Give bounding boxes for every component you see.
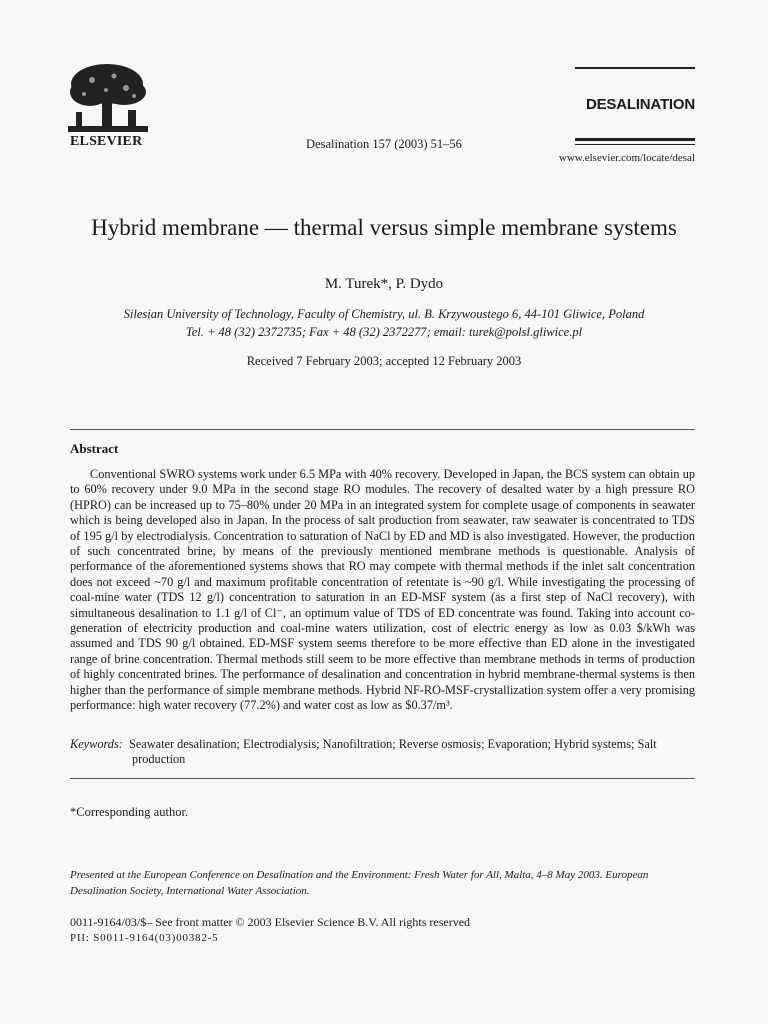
journal-citation: Desalination 157 (2003) 51–56 [306,137,462,151]
journal-rule-thick [575,138,695,141]
article-title: Hybrid membrane — thermal versus simple membrane systems [91,215,677,240]
received-dates: Received 7 February 2003; accepted 12 February 2003 [246,354,522,368]
divider-bottom [70,778,695,779]
abstract-heading: Abstract [70,441,119,456]
journal-name: DESALINATION [586,96,695,113]
copyright-line: 0011-9164/03/$– See front matter © 2003 Elsevier Science B.V. All rights reserved [70,915,471,929]
journal-url[interactable]: www.elsevier.com/locate/desal [558,152,695,164]
keywords-label: Keywords: [70,737,123,751]
journal-rule-top [575,67,695,69]
keywords-list: Seawater desalination; Electrodialysis; Nanofiltration; Reverse osmosis; Evaporation; Hybrid systems; Salt production [128,737,657,767]
publisher-name: ELSEVIER [70,134,143,149]
elsevier-tree-logo [62,62,154,134]
affiliation-contact: Tel. + 48 (32) 2372735; Fax + 48 (32) 2372277; email: turek@polsl.gliwice.pl [185,325,583,339]
keywords [70,737,695,768]
author-affiliation [0,305,768,341]
corresponding-author-note: *Corresponding author. [70,805,189,819]
affiliation-address: Silesian University of Technology, Faculty of Chemistry, ul. B. Krzywoustego 6, 44-101 Gliwice, Poland [123,307,645,321]
journal-rule-thin [575,144,695,145]
conference-note: Presented at the European Conference on Desalination and the Environment: Fresh Water for All, Malta, 4–8 May 2003. European Desalination Society, International Water Association. [70,869,649,897]
abstract-body: Conventional SWRO systems work under 6.5 MPa with 40% recovery. Developed in Japan, the BCS system can obtain up to 60% recovery under 9.0 MPa in the second stage RO modules. The recovery of desalted water by a high pressure RO (HPRO) can be increased up to 75–80% under 20 MPa in an integrated system for complete usage of components in seawater which is being developed also in Japan. In the process of salt production from seawater, raw seawater is concentrated to TDS of 195 g/l by electrodialysis. Concentration to saturation of NaCl by ED and MD is also investigated. However, the production of such concentrated brine, by means of the previously mentioned membrane methods is questionable. Analysis of performance of the aforementioned systems shows that RO may compete with thermal methods if the inlet salt concentration does not exceed ~70 g/l and maximum profitable concentration of retentate is ~90 g/l. While investigating the processing of coal-mine water (TDS 12 g/l) concentration to saturation in an ED-MSF system (as a first step of NaCl recovery), with simultaneous desalination to 1.1 g/l of Cl⁻, an optimum value of TDS of ED concentrate was found. Taking into account co-generation of electricity production and coal-mine waters utilization, cost of electric energy as low as 0.03 $/kWh was assumed and TDS 90 g/l obtained. ED-MSF system seems therefore to be more effective than ED alone in the investigated range of brine concentration. Thermal methods still seem to be more effective than membrane methods in terms of production of highly concentrated brines. The performance of desalination and concentration in hybrid membrane-thermal systems is then higher than the performance of simple membrane methods. Hybrid NF-RO-MSF-crystallization system offer a very promising performance: high water recovery (77.2%) and water cost as low as $0.37/m³. [70,467,695,713]
article-authors: M. Turek*, P. Dydo [324,276,444,292]
pii-line: PII: S0011-9164(03)00382-5 [70,932,219,944]
divider-top [70,429,695,430]
